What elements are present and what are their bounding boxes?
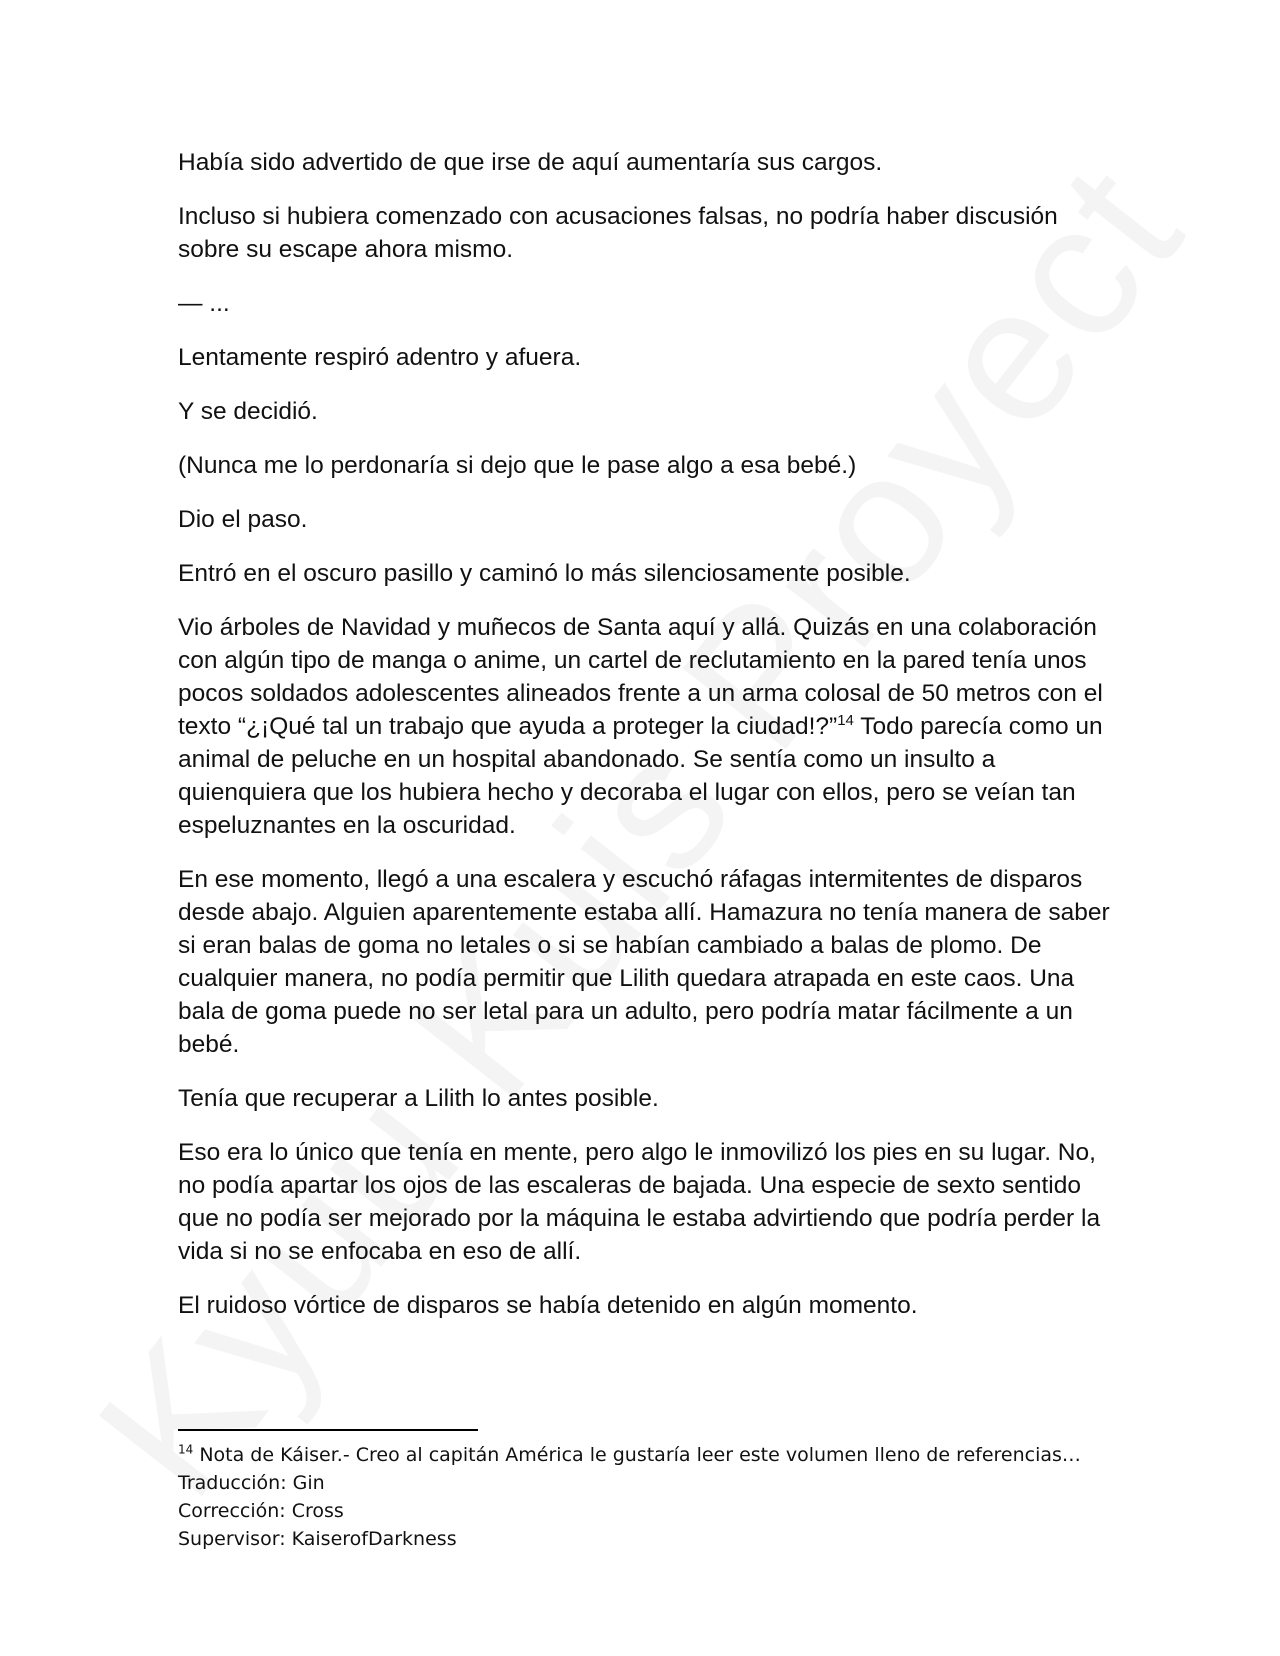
- credit-translation: Traducción: Gin: [178, 1472, 325, 1494]
- paragraph: Incluso si hubiera comenzado con acusaciones falsas, no podría haber discusión sobre su escape ahora mismo.: [178, 203, 1058, 263]
- paragraph: Tenía que recuperar a Lilith lo antes posible.: [178, 1085, 659, 1112]
- footnote-text: Nota de Káiser.- Creo al capitán América le gustaría leer este volumen lleno de referencias…: [193, 1444, 1081, 1466]
- paragraph-with-footnote: [178, 611, 1118, 842]
- paragraph: Lentamente respiró adentro y afuera.: [178, 344, 582, 371]
- footnotes: [178, 1441, 1118, 1553]
- paragraph: Había sido advertido de que irse de aquí aumentaría sus cargos.: [178, 149, 883, 176]
- paragraph-text: Vio árboles de Navidad y muñecos de Santa aquí y allá. Quizás en una colaboración con algún tipo de manga o anime, un cartel de reclutamiento en la pared tenía unos pocos soldados adolescentes alineados frente a un arma colosal de 50 metros con el texto “¿¡Qué tal un trabajo que ayuda a proteger la ciudad!?”: [178, 614, 1103, 740]
- footnote-reference[interactable]: 14: [837, 711, 854, 729]
- paragraph: Dio el paso.: [178, 506, 308, 533]
- paragraph: Y se decidió.: [178, 398, 318, 425]
- paragraph: El ruidoso vórtice de disparos se había detenido en algún momento.: [178, 1292, 918, 1319]
- paragraph: (Nunca me lo perdonaría si dejo que le pase algo a esa bebé.): [178, 452, 857, 479]
- credit-supervisor: Supervisor: KaiserofDarkness: [178, 1528, 457, 1550]
- paragraph: En ese momento, llegó a una escalera y escuchó ráfagas intermitentes de disparos desde abajo. Alguien aparentemente estaba allí. Hamazura no tenía manera de saber si eran balas de goma no letales o si se habían cambiado a balas de plomo. De cualquier manera, no podía permitir que Lilith quedara atrapada en este caos. Una bala de goma puede no ser letal para un adulto, pero podría matar fácilmente a un bebé.: [178, 866, 1110, 1058]
- footnote-14: [178, 1441, 1118, 1469]
- paragraph: Eso era lo único que tenía en mente, pero algo le inmovilizó los pies en su lugar. No, no podía apartar los ojos de las escaleras de bajada. Una especie de sexto sentido que no podía ser mejorado por la máquina le estaba advirtiendo que podría perder la vida si no se enfocaba en eso de allí.: [178, 1139, 1101, 1265]
- paragraph-text: Todo parecía como un animal de peluche en un hospital abandonado. Se sentía como un insulto a quienquiera que los hubiera hecho y decoraba el lugar con ellos, pero se veían tan espeluznantes en la oscuridad.: [178, 713, 1103, 839]
- credit-correction: Corrección: Cross: [178, 1500, 344, 1522]
- footnote-number: 14: [178, 1442, 194, 1457]
- footnote-separator: [178, 1429, 478, 1431]
- paragraph: Entró en el oscuro pasillo y caminó lo más silenciosamente posible.: [178, 560, 911, 587]
- paragraph: — ...: [178, 290, 230, 317]
- page-body: [178, 146, 1118, 1343]
